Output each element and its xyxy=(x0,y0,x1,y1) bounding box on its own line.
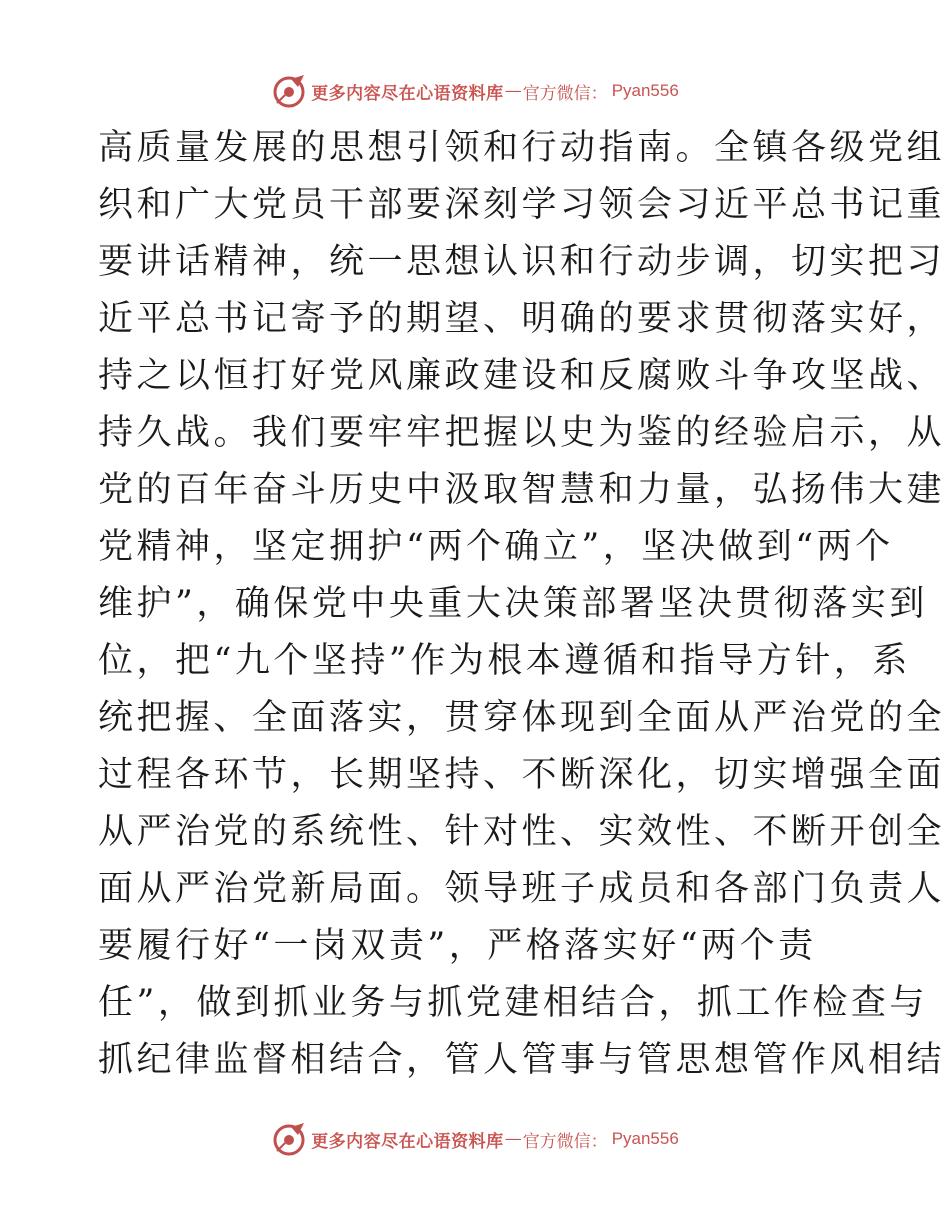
text-line: 党精神，坚定拥护“两个确立”，坚决做到“两个 xyxy=(98,527,894,567)
watermark-official: 官方微信： xyxy=(522,1131,608,1152)
text-line: 统把握、全面落实，贯穿体现到全面从严治党的全 xyxy=(98,698,946,738)
text-line: 维护”，确保党中央重大决策部署坚决贯彻落实到 xyxy=(98,584,928,624)
text-line: 抓纪律监督相结合，管人管事与管思想管作风相结 xyxy=(98,1040,946,1080)
text-line: 从严治党的系统性、针对性、实效性、不断开创全 xyxy=(98,812,946,852)
text-line: 要讲话精神，统一思想认识和行动步调，切实把习 xyxy=(98,242,946,282)
header-watermark xyxy=(0,71,950,111)
logo-icon xyxy=(271,73,307,109)
watermark-dash: — xyxy=(504,1129,522,1149)
watermark-official: 官方微信： xyxy=(522,83,608,104)
footer-watermark xyxy=(0,1119,950,1159)
watermark-text: 更多内容尽在心语资料库 xyxy=(311,1131,504,1152)
text-line: 过程各环节，长期坚持、不断深化，切实增强全面 xyxy=(98,755,946,795)
text-line: 持之以恒打好党风廉政建设和反腐败斗争攻坚战、 xyxy=(98,356,946,396)
watermark-id: Pyan556 xyxy=(611,1129,679,1148)
text-line: 要履行好“一岗双责”，严格落实好“两个责 xyxy=(98,926,817,966)
text-line: 持久战。我们要牢牢把握以史为鉴的经验启示，从 xyxy=(98,413,946,453)
text-line: 近平总书记寄予的期望、明确的要求贯彻落实好， xyxy=(98,299,946,339)
text-line: 任”，做到抓业务与抓党建相结合，抓工作检查与 xyxy=(98,983,928,1023)
logo-icon xyxy=(271,1121,307,1157)
watermark-id: Pyan556 xyxy=(611,81,679,100)
watermark-dash: — xyxy=(504,81,522,101)
document-body xyxy=(98,120,946,1089)
watermark-text: 更多内容尽在心语资料库 xyxy=(311,83,504,104)
text-line: 高质量发展的思想引领和行动指南。全镇各级党组 xyxy=(98,128,946,168)
text-line: 位，把“九个坚持”作为根本遵循和指导方针，系 xyxy=(98,641,911,681)
text-line: 织和广大党员干部要深刻学习领会习近平总书记重 xyxy=(98,185,946,225)
text-line: 党的百年奋斗历史中汲取智慧和力量，弘扬伟大建 xyxy=(98,470,946,510)
text-line: 面从严治党新局面。领导班子成员和各部门负责人 xyxy=(98,869,946,909)
